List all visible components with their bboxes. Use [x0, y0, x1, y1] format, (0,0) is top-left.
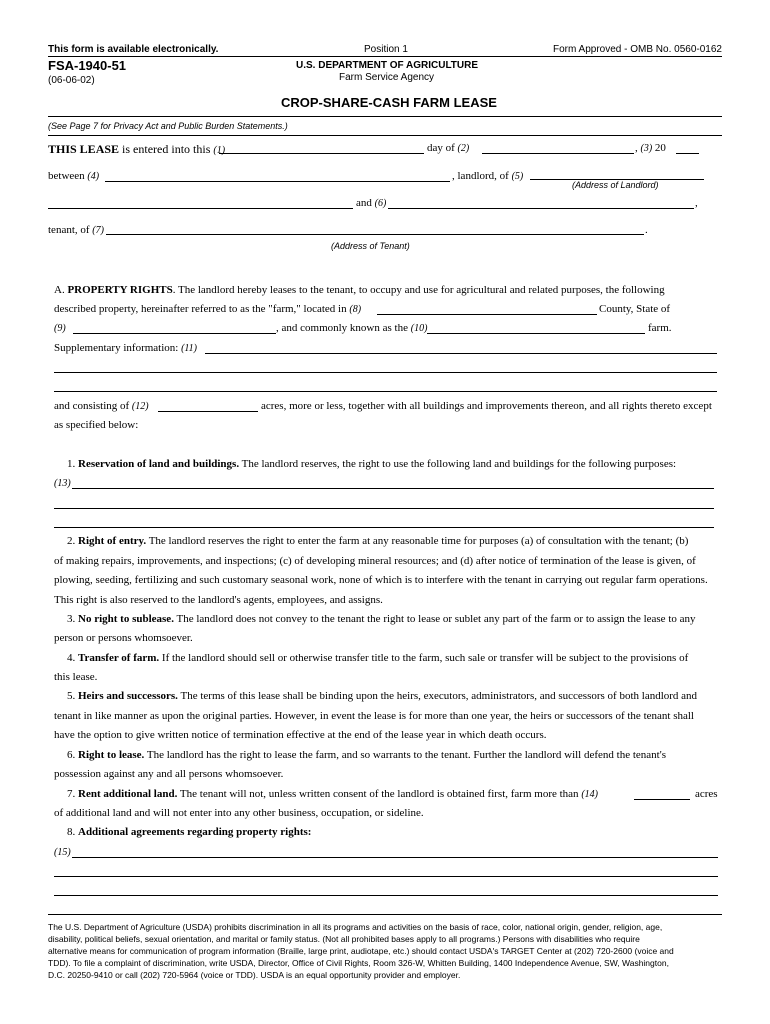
additional-acres-field[interactable]	[634, 799, 690, 800]
known-as-text: , and commonly known as the	[276, 322, 408, 334]
lease-label: THIS LEASE	[48, 142, 120, 156]
lease-year-field[interactable]	[676, 153, 699, 154]
item-5-text-1: The terms of this lease shall be binding upon the heirs, executors, administrators, and successors of both landlord and	[180, 690, 698, 702]
form-date: (06-06-02)	[48, 75, 95, 86]
field-number-9: (9)	[54, 323, 66, 334]
item-7-number: 7.	[67, 788, 76, 800]
additional-agreements-field-2[interactable]	[54, 876, 718, 877]
form-number: FSA-1940-51	[48, 58, 127, 73]
item-7-text-1: The tenant will not, unless written consent of the landlord is obtained first, farm more than	[179, 788, 579, 800]
period: .	[645, 224, 648, 236]
footer-line-2: disability, political beliefs, sexual orientation, and marital or family status. (Not all prohibited bases apply to all programs.) Persons with disabilities who require	[48, 934, 640, 944]
item-6	[67, 749, 666, 761]
item-2-title: Right of entry.	[78, 535, 147, 547]
additional-agreements-field-3[interactable]	[54, 895, 718, 896]
consisting-text: and consisting of	[54, 400, 130, 412]
located-in-text: described property, hereinafter referred to as the "farm," located in	[54, 303, 347, 315]
supplementary-field-2[interactable]	[54, 372, 717, 373]
title-rule	[48, 116, 722, 117]
reservation-field-2[interactable]	[54, 508, 714, 509]
item-2-text-3: plowing, seeding, fertilizing and such customary seasonal work, none of which is to interfere with the tenant in carrying out regular farm operations.	[54, 574, 708, 586]
item-5-number: 5.	[67, 690, 76, 702]
tenant-name-field[interactable]	[388, 208, 694, 209]
item-1-text: The landlord reserves, the right to use the following land and buildings for the following purposes:	[241, 458, 677, 470]
consisting-rest: acres, more or less, together with all buildings and improvements thereon, and all rights thereto except	[261, 400, 712, 412]
item-7-text-2: of additional land and will not enter into any other business, occupation, or sideline.	[54, 807, 424, 819]
field-number-8: (8)	[349, 304, 362, 315]
item-6-text-1: The landlord has the right to lease the farm, and so warrants to the tenant. Further the landlord will defend the tenant's	[146, 749, 666, 761]
item-2	[67, 535, 688, 547]
and-label	[356, 197, 386, 209]
item-6-number: 6.	[67, 749, 76, 761]
property-rights-heading: PROPERTY RIGHTS	[67, 284, 173, 296]
item-8	[67, 826, 311, 838]
consisting-label	[54, 400, 149, 412]
lease-date-day-field[interactable]	[219, 153, 424, 154]
field-number-15: (15)	[54, 847, 71, 858]
item-3-title: No right to sublease.	[78, 613, 174, 625]
farm-name-field[interactable]	[427, 333, 645, 334]
landlord-name-field[interactable]	[105, 181, 450, 182]
supplementary-field-3[interactable]	[54, 391, 717, 392]
field-number-3: (3)	[640, 143, 653, 154]
nondiscrimination-statement	[48, 921, 674, 981]
farm-label: farm.	[648, 322, 672, 334]
item-7-title: Rent additional land.	[78, 788, 178, 800]
item-5-title: Heirs and successors.	[78, 690, 178, 702]
year-label: , (3) 20	[635, 142, 666, 154]
department-name: U.S. DEPARTMENT OF AGRICULTURE	[296, 60, 479, 71]
field-number-6: (6)	[374, 198, 387, 209]
item-5-text-2: tenant in like manner as upon the original parties. However, in event the lease is for more than one year, the heirs or successors of the tenant shall	[54, 710, 694, 722]
footer-rule	[48, 914, 722, 915]
item-6-title: Right to lease.	[78, 749, 145, 761]
header-rule	[48, 56, 722, 57]
tenant-address-caption: (Address of Tenant)	[331, 241, 410, 251]
field-number-1: (1)	[213, 145, 226, 156]
item-8-number: 8.	[67, 826, 76, 838]
reservation-field-1[interactable]	[72, 488, 714, 489]
field-15-label	[54, 846, 71, 858]
field-number-5: (5)	[511, 171, 524, 182]
item-7-acres: acres	[695, 788, 718, 800]
known-as-label	[276, 322, 427, 334]
tenant-of-text: tenant, of	[48, 224, 90, 236]
tenant-address-field[interactable]	[106, 234, 644, 235]
item-3-text-2: person or persons whomsoever.	[54, 632, 193, 644]
item-1-title: Reservation of land and buildings.	[78, 458, 240, 470]
property-rights-text: The landlord hereby leases to the tenant, to occupy and use for agricultural and related purposes, the following	[178, 284, 665, 296]
item-4-number: 4.	[67, 652, 76, 664]
state-label	[54, 322, 66, 334]
county-state-label: County, State of	[599, 303, 671, 315]
supplementary-text: Supplementary information:	[54, 342, 179, 354]
footer-line-4: TDD). To file a complaint of discrimination, write USDA, Director, Office of Civil Rights, Room 326-W, Whitten Building, 1400 Independence Avenue, SW, Washington,	[48, 958, 669, 968]
field-number-10: (10)	[410, 323, 428, 334]
landlord-address-cont-field[interactable]	[48, 208, 353, 209]
and-text: and	[356, 197, 372, 209]
item-3-text-1: The landlord does not convey to the tenant the right to lease or sublet any part of the farm or to assign the lease to any	[176, 613, 696, 625]
property-rights-line-1: A. PROPERTY RIGHTS. The landlord hereby leases to the tenant, to occupy and use for agricultural and related purposes, the following	[54, 284, 665, 296]
supplementary-label	[54, 342, 197, 354]
landlord-address-caption: (Address of Landlord)	[572, 180, 659, 190]
item-4	[67, 652, 688, 664]
item-4-text-2: this lease.	[54, 671, 98, 683]
field-number-2: (2)	[457, 143, 470, 154]
field-number-11: (11)	[181, 343, 198, 354]
item-4-title: Transfer of farm.	[78, 652, 160, 664]
county-field[interactable]	[377, 314, 597, 315]
item-2-number: 2.	[67, 535, 76, 547]
supplementary-field-1[interactable]	[205, 353, 717, 354]
between-text: between	[48, 170, 85, 182]
property-rights-line-2	[54, 303, 361, 315]
between-label	[48, 170, 99, 182]
as-specified-text: as specified below:	[54, 419, 139, 431]
availability-note: This form is available electronically.	[48, 44, 219, 55]
item-2-text-1: The landlord reserves the right to enter the farm at any reasonable time for purposes (a) of consultation with the tenant; (b)	[148, 535, 689, 547]
day-of-label	[427, 142, 469, 154]
item-3	[67, 613, 696, 625]
field-13-label	[54, 477, 71, 489]
footer-line-1: The U.S. Department of Agriculture (USDA) prohibits discrimination in all its programs and activities on the basis of race, color, national origin, gender, religion, age,	[48, 922, 663, 932]
item-5-text-3: have the option to give written notice of termination effective at the end of the lease year in which death occurs.	[54, 729, 547, 741]
field-number-14: (14)	[581, 789, 598, 800]
day-of-text: day of	[427, 142, 455, 154]
state-field[interactable]	[73, 333, 276, 334]
year-prefix: 20	[654, 142, 666, 154]
item-3-number: 3.	[67, 613, 76, 625]
item-6-text-2: possession against any and all persons whomsoever.	[54, 768, 284, 780]
item-5	[67, 690, 697, 702]
entered-text: is entered into this	[122, 142, 211, 156]
privacy-note: (See Page 7 for Privacy Act and Public Burden Statements.)	[48, 121, 288, 131]
lease-month-field[interactable]	[482, 153, 634, 154]
field-number-13: (13)	[54, 478, 71, 489]
field-number-4: (4)	[87, 171, 100, 182]
comma: ,	[695, 197, 698, 209]
item-8-title: Additional agreements regarding property rights:	[78, 826, 312, 838]
landlord-of-text: landlord, of	[457, 170, 509, 182]
item-2-text-4: This right is also reserved to the landlord's agents, employees, and assigns.	[54, 594, 383, 606]
omb-number: Form Approved - OMB No. 0560-0162	[553, 44, 722, 55]
page-title: CROP-SHARE-CASH FARM LEASE	[281, 95, 497, 110]
acres-field[interactable]	[158, 411, 258, 412]
lease-intro	[48, 142, 225, 157]
item-7	[67, 788, 598, 800]
agency-name: Farm Service Agency	[339, 72, 435, 83]
reservation-field-3[interactable]	[54, 527, 714, 528]
footer-line-3: alternative means for communication of program information (Braille, large print, audiotape, etc.) should contact USDA's TARGET Center at (202) 720-2600 (voice and	[48, 946, 674, 956]
item-1-number: 1.	[67, 458, 76, 470]
tenant-of-label	[48, 224, 104, 236]
field-number-12: (12)	[131, 401, 149, 412]
landlord-of-label: , landlord, of (5)	[452, 170, 524, 182]
section-a-letter: A.	[54, 284, 65, 296]
additional-agreements-field-1[interactable]	[72, 857, 718, 858]
item-1	[67, 458, 676, 470]
position-label: Position 1	[364, 44, 408, 55]
privacy-rule	[48, 135, 722, 136]
item-4-text-1: If the landlord should sell or otherwise transfer title to the farm, such sale or transfer will be subject to the provisions of	[161, 652, 689, 664]
item-2-text-2: of making repairs, improvements, and inspections; (c) of developing mineral resources; and (d) after notice of termination of the lease is given, of	[54, 555, 696, 567]
field-number-7: (7)	[92, 225, 104, 236]
footer-line-5: D.C. 20250-9410 or call (202) 720-5964 (voice or TDD). USDA is an equal opportunity provider and employer.	[48, 970, 461, 980]
